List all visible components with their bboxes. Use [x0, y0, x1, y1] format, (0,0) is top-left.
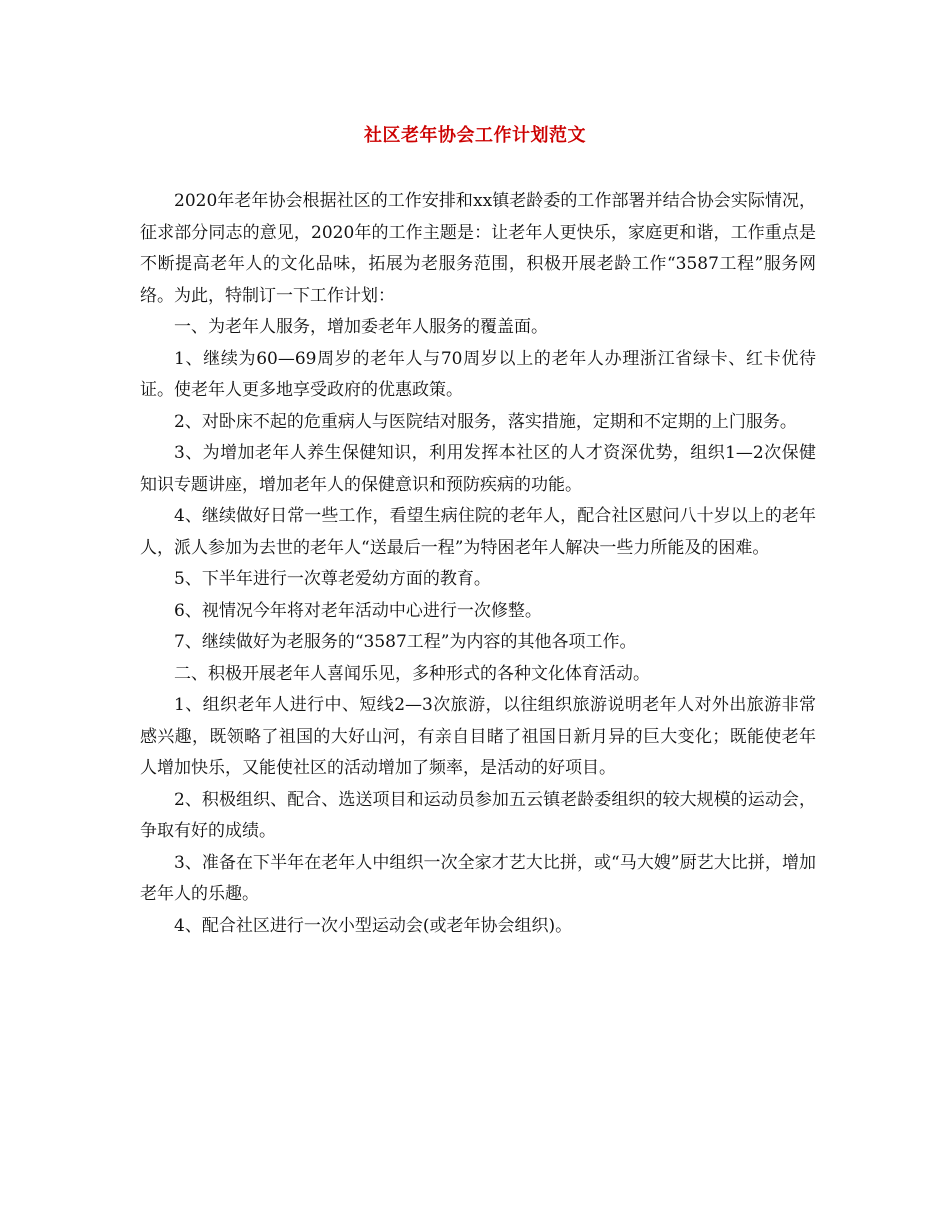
section-heading: 一、为老年人服务，增加委老年人服务的覆盖面。: [174, 317, 548, 337]
paragraph: 2、对卧床不起的危重病人与医院结对服务，落实措施，定期和不定期的上门服务。: [174, 411, 797, 432]
paragraph: 7、继续做好为老服务的“3587工程”为内容的其他各项工作。: [174, 632, 637, 652]
paragraph: 5、下半年进行一次尊老爱幼方面的教育。: [174, 569, 491, 589]
paragraph: 1、继续为60—69周岁的老年人与70周岁以上的老年人办理浙江省绿卡、红卡优待证。使老年人更多地享受政府的优惠政策。: [140, 348, 816, 400]
paragraph: 4、配合社区进行一次小型运动会(或老年协会组织)。: [174, 915, 573, 936]
document-title: 社区老年协会工作计划范文: [364, 125, 586, 146]
document-body: [140, 186, 816, 942]
paragraph: 3、准备在下半年在老年人中组织一次全家才艺大比拼，或“马大嫂”厨艺大比拼，增加老年人的乐趣。: [140, 852, 816, 904]
paragraph: 2020年老年协会根据社区的工作安排和xx镇老龄委的工作部署并结合协会实际情况，征求部分同志的意见，2020年的工作主题是：让老年人更快乐，家庭更和谐，工作重点是不断提高老年人的文化品味，拓展为老服务范围，积极开展老龄工作“3587工程”服务网络。为此，特制订一下工作计划：: [140, 191, 816, 306]
paragraph: 6、视情况今年将对老年活动中心进行一次修整。: [174, 600, 542, 621]
paragraph: 1、组织老年人进行中、短线2—3次旅游，以往组织旅游说明老年人对外出旅游非常感兴趣，既领略了祖国的大好山河，有亲自目睹了祖国日新月异的巨大变化；既能使老年人增加快乐，又能使社区的活动增加了频率，是活动的好项目。: [140, 695, 816, 778]
paragraph: 2、积极组织、配合、选送项目和运动员参加五云镇老龄委组织的较大规模的运动会，争取有好的成绩。: [140, 789, 816, 841]
paragraph: 3、为增加老年人养生保健知识，利用发挥本社区的人才资深优势，组织1—2次保健知识专题讲座，增加老年人的保健意识和预防疾病的功能。: [140, 443, 816, 495]
section-heading: 二、积极开展老年人喜闻乐见，多种形式的各种文化体育活动。: [174, 663, 650, 684]
paragraph: 4、继续做好日常一些工作，看望生病住院的老年人，配合社区慰问八十岁以上的老年人，派人参加为去世的老年人“送最后一程”为特困老年人解决一些力所能及的困难。: [140, 506, 816, 558]
